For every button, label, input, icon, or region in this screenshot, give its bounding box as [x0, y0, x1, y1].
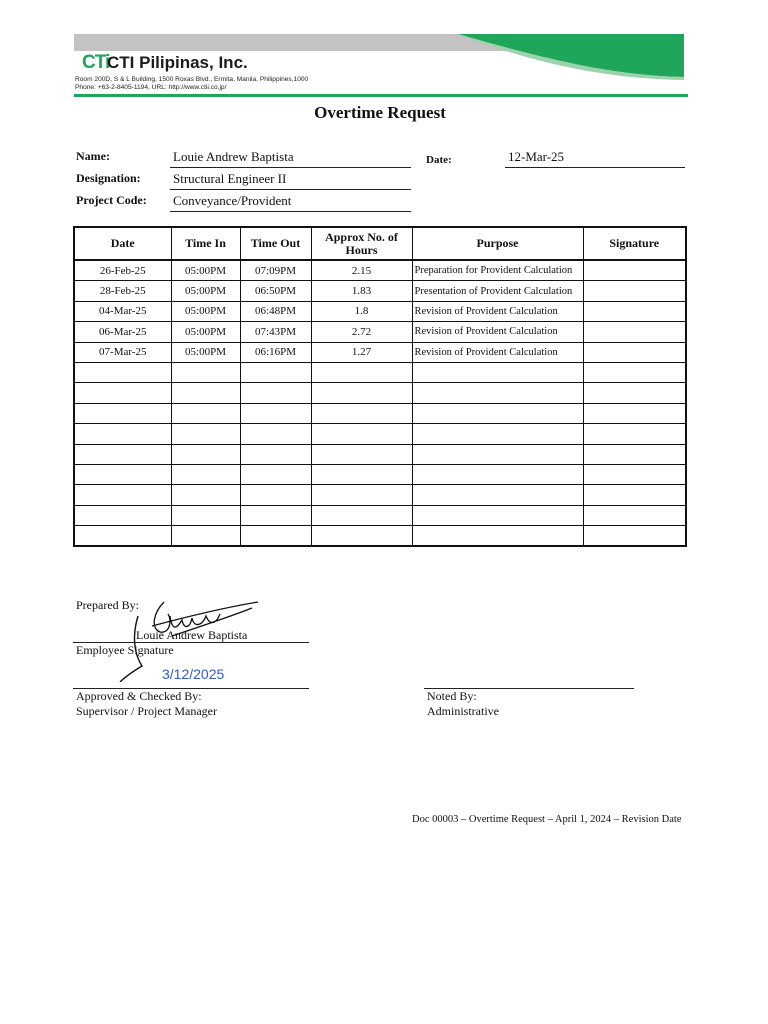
cell-signature	[583, 281, 686, 301]
cell-hours	[311, 505, 412, 525]
cell-hours: 2.15	[311, 260, 412, 281]
date-underline	[505, 167, 685, 168]
cell-hours: 1.8	[311, 301, 412, 321]
cell-time-in	[171, 526, 240, 547]
col-header-time-out: Time Out	[240, 227, 311, 260]
name-label: Name:	[76, 149, 110, 163]
cell-signature	[583, 362, 686, 382]
cell-time-out: 07:09PM	[240, 260, 311, 281]
cell-date	[74, 383, 171, 403]
cell-purpose	[412, 362, 583, 382]
table-row	[74, 342, 686, 362]
cell-purpose	[412, 464, 583, 484]
cell-time-in: 05:00PM	[171, 301, 240, 321]
noted-by-role: Administrative	[427, 704, 499, 718]
table-row	[74, 505, 686, 525]
cell-date	[74, 444, 171, 464]
employee-signature-label: Employee Signature	[76, 643, 174, 657]
cell-time-in	[171, 362, 240, 382]
company-name: CTI Pilipinas, Inc.	[107, 53, 248, 72]
cell-signature	[583, 505, 686, 525]
name-underline	[170, 167, 411, 168]
overtime-table	[73, 226, 687, 547]
cell-time-out	[240, 424, 311, 444]
table-body	[74, 260, 686, 546]
col-header-time-in: Time In	[171, 227, 240, 260]
cell-time-in	[171, 505, 240, 525]
cell-purpose: Preparation for Provident Calculation	[412, 260, 583, 281]
cell-signature	[583, 383, 686, 403]
cell-date	[74, 362, 171, 382]
table-row	[74, 444, 686, 464]
cell-purpose	[412, 505, 583, 525]
table-row	[74, 260, 686, 281]
prepared-by-name: Louie Andrew Baptista	[136, 628, 248, 642]
noted-by-label: Noted By:	[427, 689, 477, 703]
table-row	[74, 301, 686, 321]
cell-time-out	[240, 485, 311, 505]
approved-by-role: Supervisor / Project Manager	[76, 704, 217, 718]
table-header-row	[74, 227, 686, 260]
cell-hours	[311, 403, 412, 423]
cell-time-out: 06:50PM	[240, 281, 311, 301]
table-row	[74, 485, 686, 505]
cell-date	[74, 485, 171, 505]
col-header-date: Date	[74, 227, 171, 260]
cell-signature	[583, 464, 686, 484]
cell-signature	[583, 342, 686, 362]
cell-time-out	[240, 505, 311, 525]
company-logo: CTi	[82, 52, 110, 73]
cell-date	[74, 526, 171, 547]
company-header	[74, 34, 684, 98]
cell-time-in	[171, 464, 240, 484]
cell-date	[74, 403, 171, 423]
cell-time-in: 05:00PM	[171, 260, 240, 281]
col-header-signature: Signature	[583, 227, 686, 260]
date-label: Date:	[426, 154, 452, 166]
cell-date	[74, 464, 171, 484]
company-contact: Phone: +63-2-8405-1194, URL: http://www.ctii.co.jp/	[75, 84, 227, 91]
cell-hours: 2.72	[311, 322, 412, 342]
col-header-purpose: Purpose	[412, 227, 583, 260]
cell-hours	[311, 383, 412, 403]
cell-time-out: 07:43PM	[240, 322, 311, 342]
designation-value: Structural Engineer II	[173, 171, 287, 186]
cell-signature	[583, 444, 686, 464]
cell-signature	[583, 526, 686, 547]
cell-time-out	[240, 526, 311, 547]
cell-hours	[311, 362, 412, 382]
designation-label: Designation:	[76, 171, 141, 185]
col-header-hours	[311, 227, 412, 260]
prepared-by-label: Prepared By:	[76, 598, 139, 612]
cell-date: 28-Feb-25	[74, 281, 171, 301]
cell-purpose	[412, 526, 583, 547]
cell-time-in	[171, 403, 240, 423]
project-code-underline	[170, 211, 411, 212]
cell-time-in	[171, 424, 240, 444]
header-green-rule	[74, 94, 688, 97]
cell-time-out	[240, 444, 311, 464]
date-value: 12-Mar-25	[508, 149, 565, 164]
project-code-label: Project Code:	[76, 193, 147, 207]
table-row	[74, 383, 686, 403]
table-row	[74, 464, 686, 484]
cell-time-out: 06:16PM	[240, 342, 311, 362]
cell-time-out	[240, 383, 311, 403]
cell-hours	[311, 424, 412, 444]
cell-time-out	[240, 362, 311, 382]
cell-purpose	[412, 444, 583, 464]
cell-signature	[583, 260, 686, 281]
cell-time-in	[171, 444, 240, 464]
cell-date: 04-Mar-25	[74, 301, 171, 321]
form-title: Overtime Request	[314, 103, 446, 122]
cell-time-in: 05:00PM	[171, 322, 240, 342]
cell-purpose: Presentation of Provident Calculation	[412, 281, 583, 301]
table-row	[74, 526, 686, 547]
cell-hours	[311, 485, 412, 505]
project-code-value: Conveyance/Provident	[173, 193, 292, 208]
cell-time-in	[171, 383, 240, 403]
cell-purpose	[412, 403, 583, 423]
col-header-hours-line1: Approx No. of	[325, 229, 398, 244]
cell-signature	[583, 403, 686, 423]
table-row	[74, 362, 686, 382]
cell-date	[74, 424, 171, 444]
cell-hours	[311, 444, 412, 464]
cell-time-out	[240, 403, 311, 423]
approved-by-label: Approved & Checked By:	[76, 689, 202, 703]
document-reference: Doc 00003 – Overtime Request – April 1, 2024 – Revision Date	[412, 814, 682, 825]
cell-hours	[311, 464, 412, 484]
table-row	[74, 424, 686, 444]
cell-signature	[583, 485, 686, 505]
cell-purpose	[412, 485, 583, 505]
cell-date: 07-Mar-25	[74, 342, 171, 362]
designation-underline	[170, 189, 411, 190]
cell-purpose: Revision of Provident Calculation	[412, 322, 583, 342]
cell-purpose	[412, 424, 583, 444]
cell-time-in: 05:00PM	[171, 342, 240, 362]
company-address: Room 200D, S & L Building, 1500 Roxas Blvd., Ermita, Manila, Philippines,1000	[75, 76, 309, 83]
cell-signature	[583, 301, 686, 321]
name-value: Louie Andrew Baptista	[173, 149, 294, 164]
table-row	[74, 403, 686, 423]
cell-signature	[583, 322, 686, 342]
cell-purpose	[412, 383, 583, 403]
cell-hours: 1.27	[311, 342, 412, 362]
cell-time-out	[240, 464, 311, 484]
table-row	[74, 281, 686, 301]
signed-date: 3/12/2025	[162, 666, 225, 682]
cell-hours	[311, 526, 412, 547]
cell-date: 26-Feb-25	[74, 260, 171, 281]
cell-time-out: 06:48PM	[240, 301, 311, 321]
cell-hours: 1.83	[311, 281, 412, 301]
cell-purpose: Revision of Provident Calculation	[412, 301, 583, 321]
col-header-hours-line2: Hours	[345, 242, 378, 257]
cell-purpose: Revision of Provident Calculation	[412, 342, 583, 362]
cell-time-in	[171, 485, 240, 505]
table-row	[74, 322, 686, 342]
cell-time-in: 05:00PM	[171, 281, 240, 301]
cell-signature	[583, 424, 686, 444]
cell-date	[74, 505, 171, 525]
cell-date: 06-Mar-25	[74, 322, 171, 342]
